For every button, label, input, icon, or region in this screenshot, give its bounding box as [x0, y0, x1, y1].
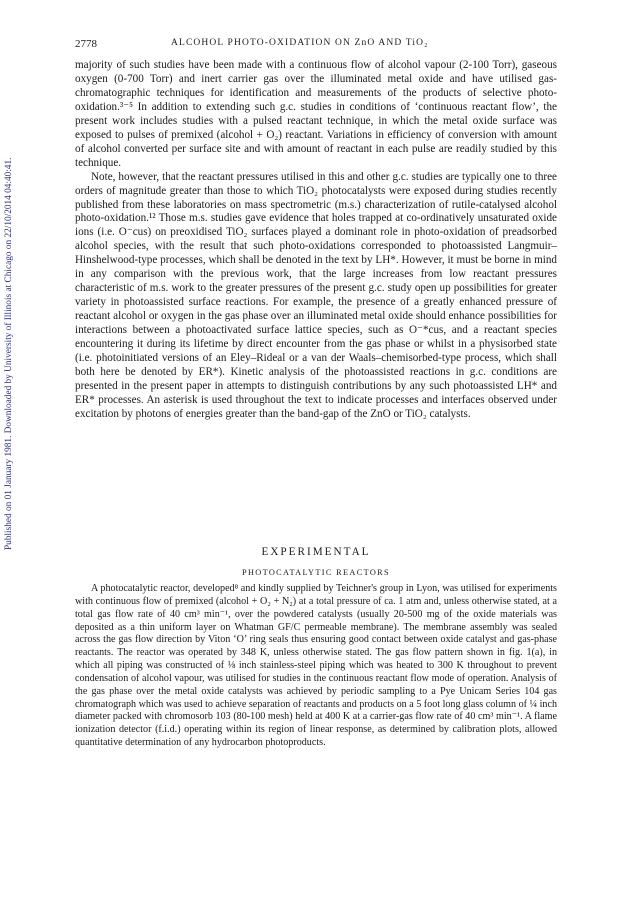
subsection-heading: PHOTOCATALYTIC REACTORS — [242, 568, 390, 577]
paragraph-1: majority of such studies have been made with a continuous flow of alcohol vapour (2-100 Torr), gaseous oxygen (0-700 Torr) and inert carrier gas over the illuminated metal oxide and have utilised gas-chromatographic techniques for identification and measurements of the products of selective photo-oxidation.³⁻⁵ In addition to extending such g.c. studies in conditions of ‘continuous reactant flow’, the present work includes studies with a pulsed reactant technique, in which the metal oxide surface was exposed to pulses of premixed (alcohol + O₂) reactant. Variations in efficiency of conversion with amount of alcohol converted per surface site and with amount of reactant in each pulse are readily studied by this technique. — [75, 59, 557, 169]
page-number: 2778 — [75, 38, 97, 50]
running-title: ALCOHOL PHOTO-OXIDATION ON ZnO AND TiO₂ — [171, 38, 429, 48]
download-notice-margin — [2, 40, 16, 550]
experimental-text — [75, 583, 557, 750]
download-notice: Published on 01 January 1981. Downloaded by University of Illinois at Chicago on 22/10/2014 04:40:41. — [4, 157, 14, 550]
body-text — [75, 59, 557, 422]
experimental-paragraph: A photocatalytic reactor, developed⁸ and kindly supplied by Teichner's group in Lyon, was utilised for experiments with continuous flow of premixed (alcohol + O₂ + N₂) at a total pressure of ca. 1 atm and, unless otherwise stated, at a total gas flow rate of 40 cm³ min⁻¹, over the powdered catalysts (usually 20-500 mg of the oxide materials was deposited as a thin uniform layer on Whatman GF/C permeable membrane). The membrane assembly was sealed across the gas flow direction by Viton ‘O’ ring seals thus ensuring good contact between oxide catalyst and gas-phase reactants. The reactor was operated by 348 K, unless otherwise stated. The gas flow pattern shown in fig. 1(a), in which all piping was constructed of ⅛ inch stainless-steel piping which was heated to 300 K throughout to prevent condensation of alcohol vapour, was utilised for studies in the continuous reactant flow mode of operation. Analysis of the gas phase over the metal oxide catalysts was achieved by periodic sampling to a Pye Unicam Series 104 gas chromatograph which was used to achieve separation of reactants and products on a 5 foot long glass column of ¼ inch diameter packed with chromosorb 103 (80-100 mesh) held at 400 K at a carrier-gas flow rate of 40 cm³ min⁻¹. A flame ionization detector (f.i.d.) operating within its region of linear response, as determined by calibration plots, allowed quantitative determination of any hydrocarbon photoproducts. — [75, 583, 557, 749]
page-header — [75, 38, 557, 54]
section-heading: EXPERIMENTAL — [261, 546, 371, 558]
paragraph-2: Note, however, that the reactant pressures utilised in this and other g.c. studies are typically one to three orders of magnitude greater than those to which TiO₂ photocatalysts were exposed during studies recently published from these laboratories on mass spectrometric (m.s.) characterization of rutile-catalysed alcohol photo-oxidation.¹² Those m.s. studies gave evidence that holes trapped at co-ordinatively unsaturated oxide ions (i.e. O⁻cus) on preoxidised TiO₂ surfaces played a dominant role in photo-oxidation of preadsorbed alcohol species, with the result that such photo-oxidations corresponded to photoassisted Langmuir–Hinshelwood-type processes, which shall be denoted in the text by LH*. However, it must be borne in mind in any comparison with the previous work, that the large increases from low reactant pressures characteristic of m.s. work to the greater pressures of the present g.c. study open up possibilities for greater variety in photoassisted surface reactions. For example, the presence of a greatly enhanced pressure of reactant alcohol or oxygen in the gas phase over an illuminated metal oxide should enhance possibilities for interactions between a photoactivated surface lattice species, such as O⁻*cus, and a reactant species encountering it during its lifetime by direct encounter from the gas phase or whilst in a physisorbed state (i.e. photoinitiated versions of an Eley–Rideal or a van der Waals–chemisorbed-type process, which shall both here be denoted by ER*). Kinetic analysis of the photoassisted reactions in g.c. conditions are presented in the present paper in attempts to distinguish contributions by any such photoassisted LH* and ER* processes. An asterisk is used throughout the text to indicate processes and interfaces observed under excitation by photons of energies greater than the band-gap of the ZnO or TiO₂ catalysts. — [75, 170, 557, 420]
